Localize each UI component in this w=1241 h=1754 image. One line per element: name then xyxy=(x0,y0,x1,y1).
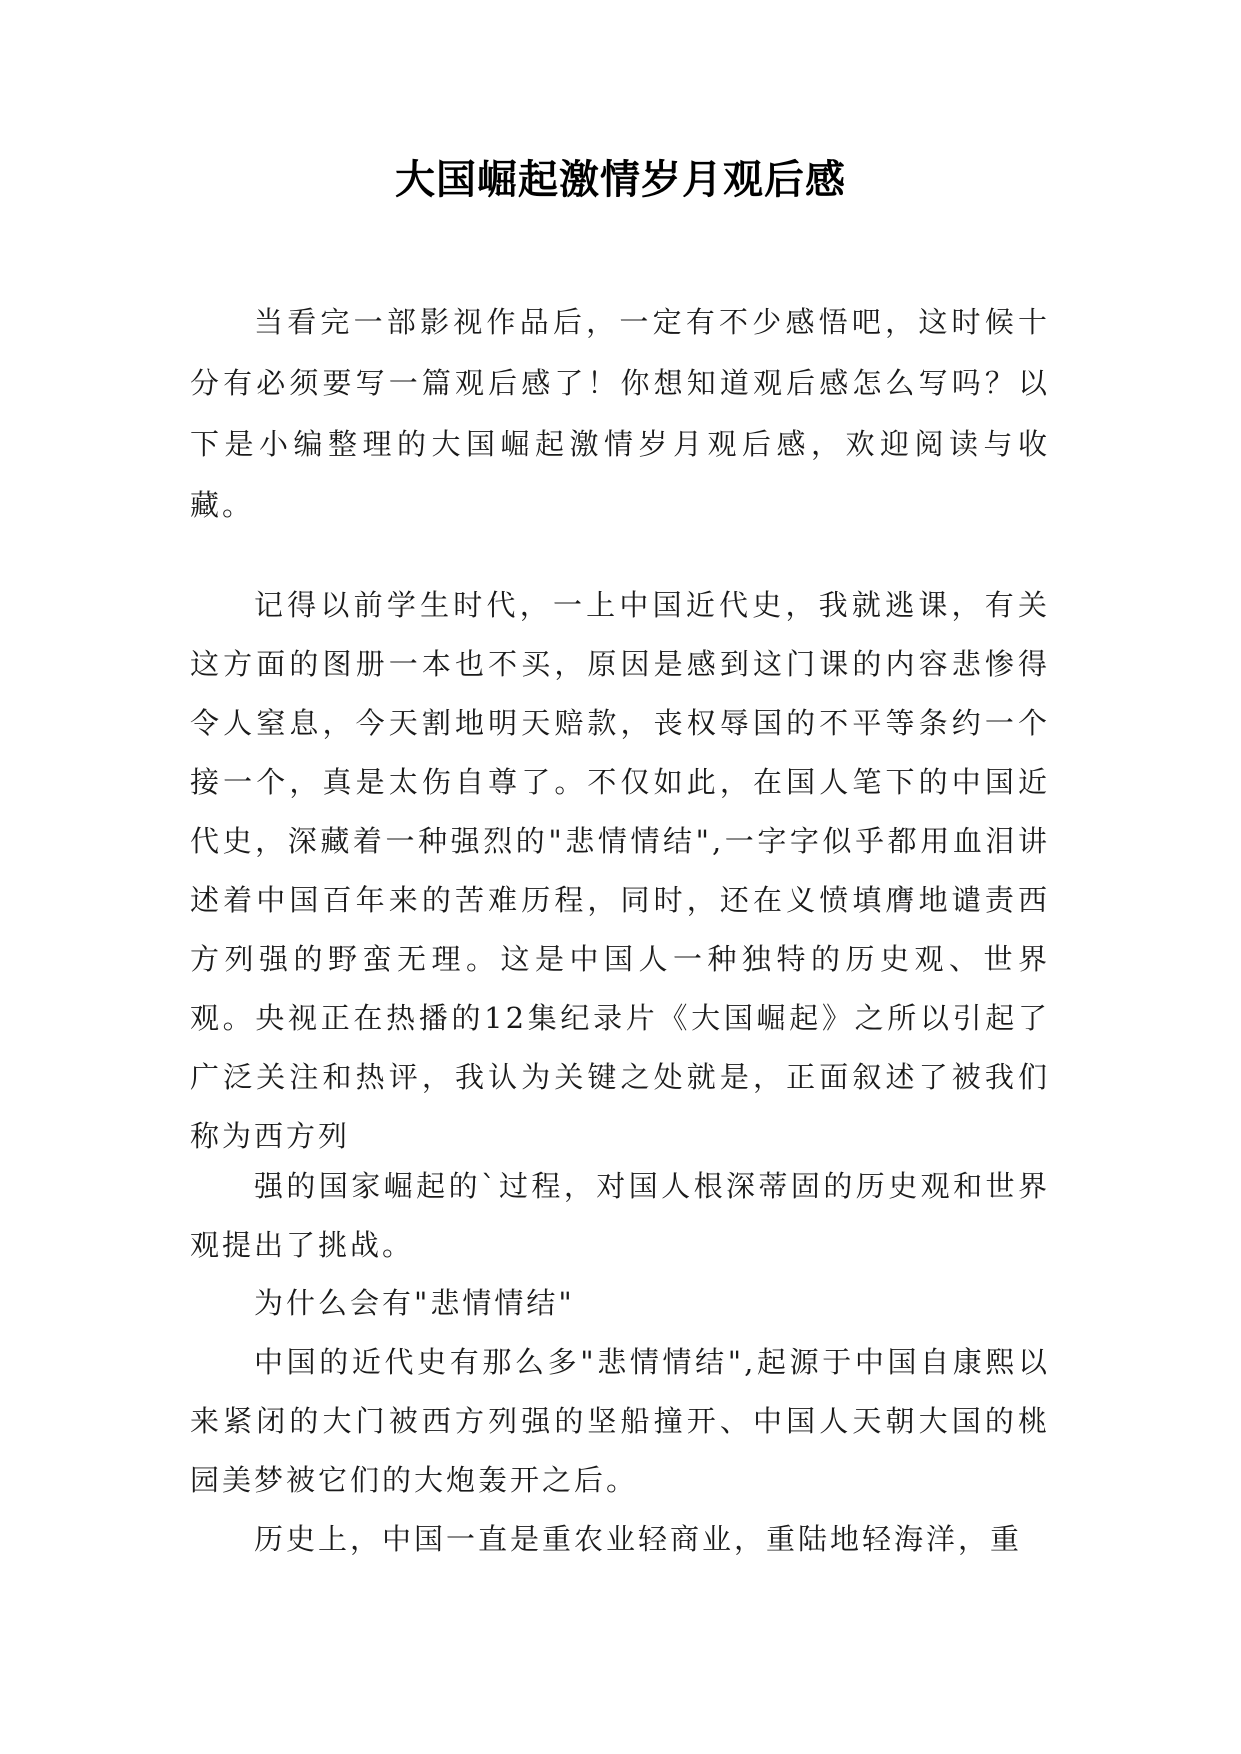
paragraph-intro: 当看完一部影视作品后，一定有不少感悟吧，这时候十分有必须要写一篇观后感了！你想知道观后感怎么写吗？以下是小编整理的大国崛起激情岁月观后感，欢迎阅读与收藏。 xyxy=(190,305,1050,522)
paragraph-origin: 中国的近代史有那么多"悲情情结",起源于中国自康熙以来紧闭的大门被西方列强的坚船撞开、中国人天朝大国的桃园美梦被它们的大炮轰开之后。 xyxy=(190,1345,1050,1497)
paragraph-history: 历史上，中国一直是重农业轻商业，重陆地轻海洋，重 xyxy=(254,1522,1023,1556)
paragraph-memory: 记得以前学生时代，一上中国近代史，我就逃课，有关这方面的图册一本也不买，原因是感到这门课的内容悲惨得令人窒息，今天割地明天赔款，丧权辱国的不平等条约一个接一个，真是太伤自尊了。不仅如此，在国人笔下的中国近代史，深藏着一种强烈的"悲情情结",一字字似乎都用血泪讲述着中国百年来的苦难历程，同时，还在义愤填膺地谴责西方列强的野蛮无理。这是中国人一种独特的历史观、世界观。央视正在热播的12集纪录片《大国崛起》之所以引起了广泛关注和热评，我认为关键之处就是，正面叙述了被我们称为西方列 xyxy=(190,588,1050,1153)
paragraph-continuation: 强的国家崛起的`过程，对国人根深蒂固的历史观和世界观提出了挑战。 xyxy=(190,1169,1050,1262)
document-title: 大国崛起激情岁月观后感 xyxy=(395,157,846,203)
section-heading-why: 为什么会有"悲情情结" xyxy=(254,1286,575,1320)
